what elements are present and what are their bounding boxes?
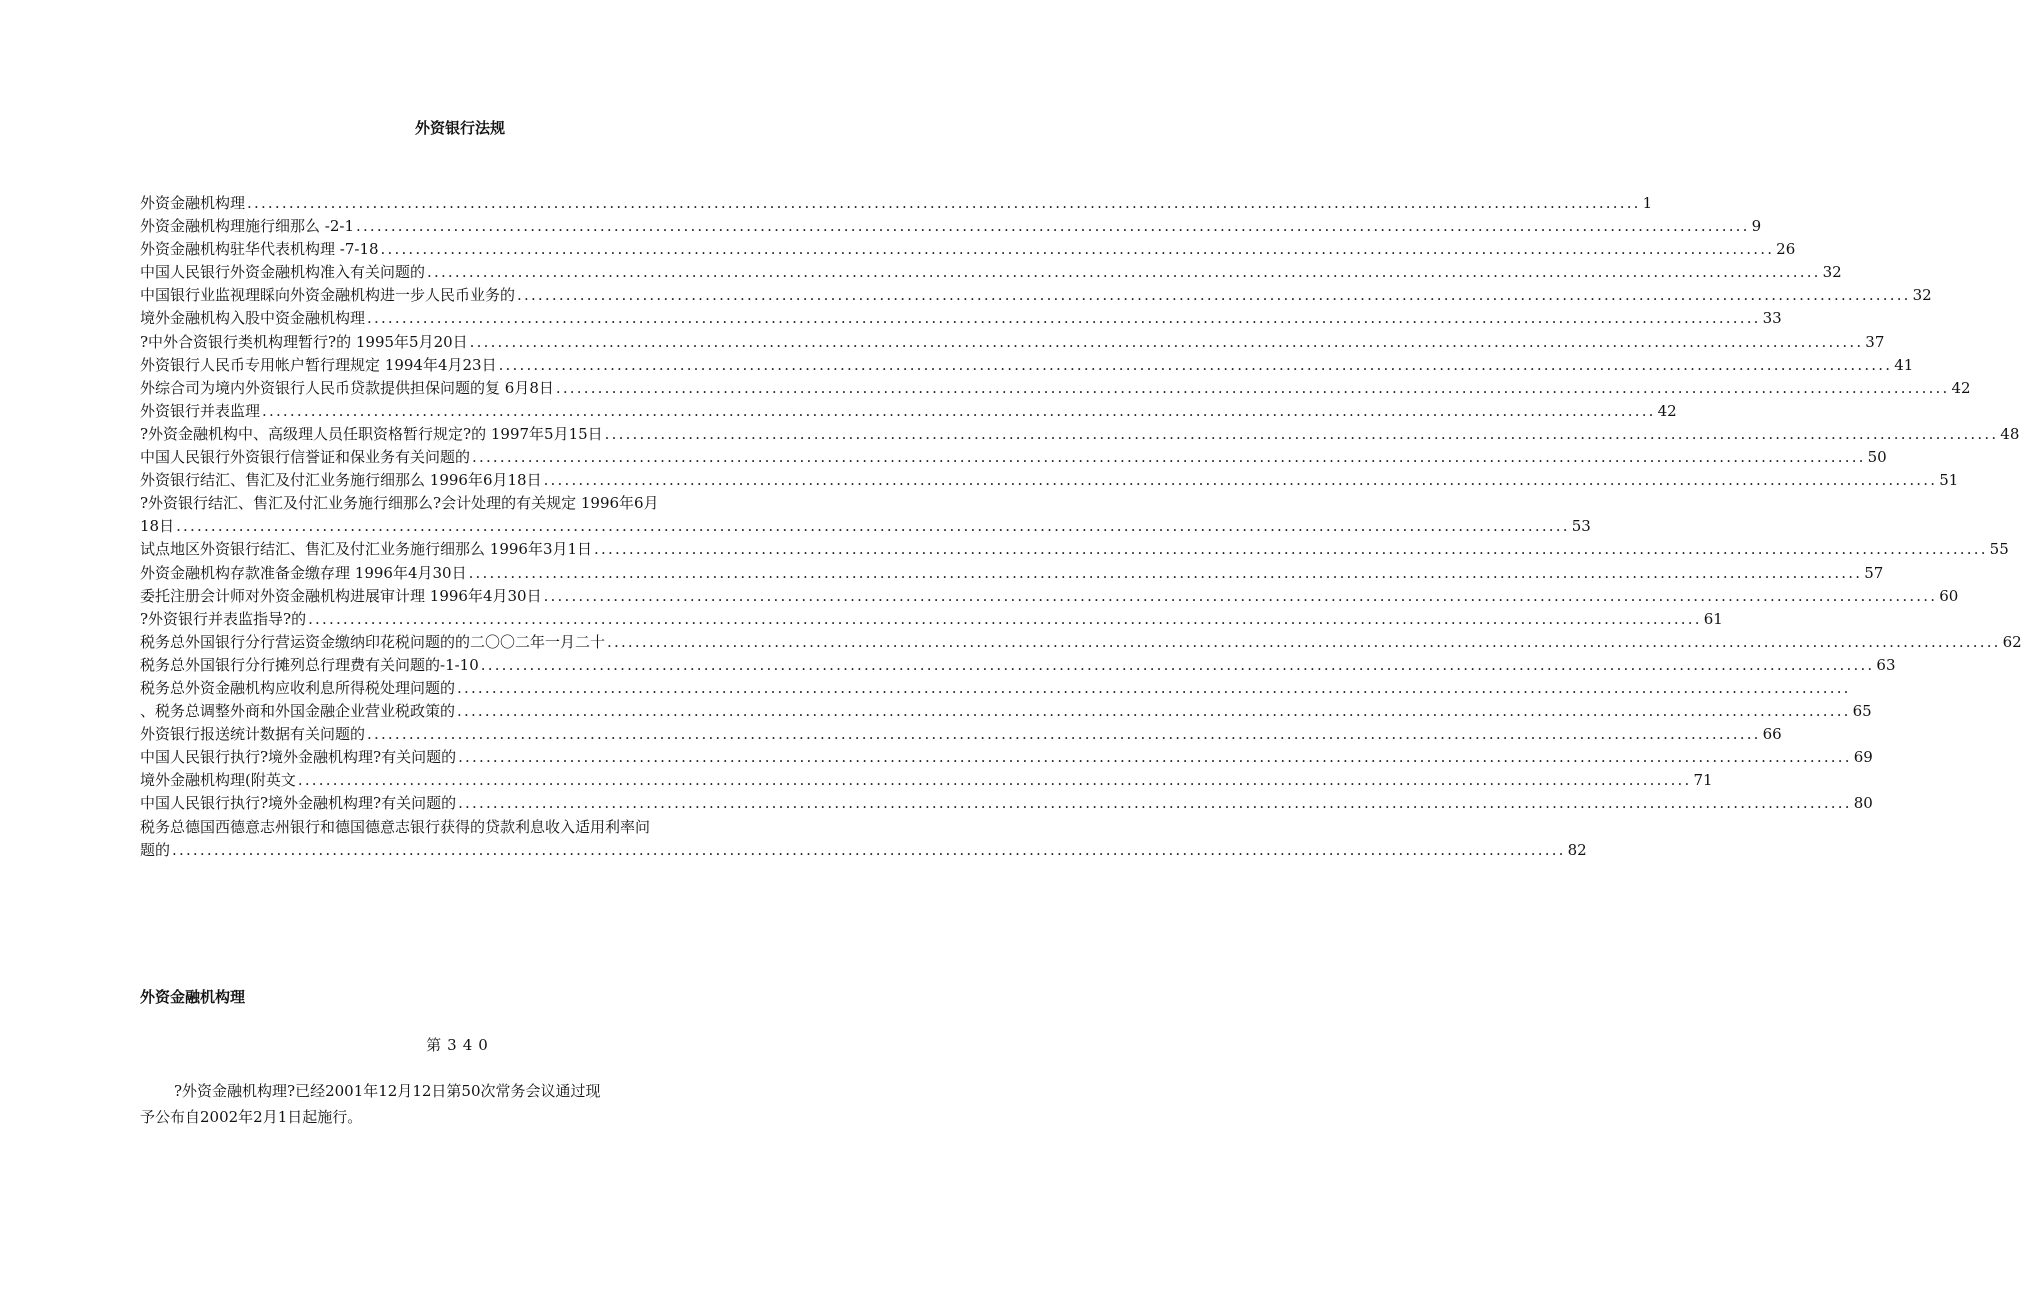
toc-entry-text: 税务总外国银行分行摊列总行理费有关问题的-1-10	[140, 655, 479, 674]
toc-page-number: 41	[1894, 355, 1914, 374]
toc-entry-text-continued: 18日	[140, 517, 175, 536]
toc-entry-text: 税务总外国银行分行营运资金缴纳印花税问题的的二〇〇二年一月二十	[140, 632, 606, 651]
toc-leader-dots: ........................................................................................................................................................................................................	[555, 378, 1950, 397]
toc-entry-text: ?外资银行结汇、售汇及付汇业务施行细那么?会计处理的有关规定 1996年6月	[140, 494, 659, 513]
toc-leader-dots: ........................................................................................................................................................................................................	[427, 263, 1821, 282]
toc-leader-dots: ........................................................................................................................................................................................................	[469, 332, 1864, 351]
toc-entry-text: 试点地区外资银行结汇、售汇及付汇业务施行细那么 1996年3月1日	[140, 540, 593, 559]
toc-entry[interactable]	[140, 354, 1914, 377]
toc-entry[interactable]	[140, 331, 1885, 354]
toc-leader-dots: ........................................................................................................................................................................................................	[380, 240, 1775, 259]
toc-leader-dots: ........................................................................................................................................................................................................	[247, 194, 1641, 212]
toc-leader-dots: ........................................................................................................................................................................................................	[480, 655, 1875, 674]
toc-leader-dots: ........................................................................................................................................................................................................	[457, 702, 1851, 721]
toc-entry-continued[interactable]	[140, 839, 1587, 862]
toc-leader-dots: ........................................................................................................................................................................................................	[594, 540, 1988, 559]
toc-entry-text: 外资银行并表监理	[140, 401, 261, 420]
toc-leader-dots: ........................................................................................................................................................................................................	[458, 794, 1852, 813]
toc-entry[interactable]	[140, 238, 1796, 261]
toc-entry-text-continued: 题的	[140, 840, 171, 859]
toc-entry-text: 外资银行人民币专用帐户暂行理规定 1994年4月23日	[140, 355, 497, 374]
toc-entry[interactable]	[140, 307, 1782, 330]
toc-leader-dots: ........................................................................................................................................................................................................	[297, 771, 1692, 790]
document-title: 外资银行法规	[414, 119, 505, 137]
toc-leader-dots: ........................................................................................................................................................................................................	[356, 217, 1750, 236]
toc-entry[interactable]	[140, 769, 1713, 792]
decree-number: 第340	[426, 1036, 494, 1054]
toc-page-number: 48	[2000, 424, 2020, 443]
toc-entry-text: 税务总德国西德意志州银行和德国德意志银行获得的贷款利息收入适用利率问	[140, 817, 651, 836]
toc-page-number: 33	[1762, 309, 1782, 328]
toc-page-number: 63	[1876, 655, 1896, 674]
toc-page-number: 69	[1853, 748, 1873, 767]
toc-entry-text: 中国人民银行执行?境外金融机构理?有关问题的	[140, 794, 457, 813]
section-title: 外资金融机构理	[140, 988, 246, 1006]
toc-entry[interactable]	[140, 816, 840, 839]
toc-leader-dots: ........................................................................................................................................................................................................	[517, 286, 1911, 305]
toc-entry-text: 外资银行报送统计数据有关问题的	[140, 725, 366, 744]
toc-entry[interactable]	[140, 215, 1762, 238]
toc-page-number: 51	[1939, 471, 1959, 490]
toc-entry[interactable]	[140, 792, 1873, 815]
toc-entry-text: 税务总外资金融机构应收利息所得税处理问题的	[140, 678, 456, 697]
toc-leader-dots: ........................................................................................................................................................................................................	[172, 840, 1566, 859]
toc-leader-dots: ........................................................................................................................................................................................................	[308, 609, 1702, 628]
toc-leader-dots: ........................................................................................................................................................................................................	[607, 632, 2001, 651]
toc-entry-text: 中国人民银行外资金融机构准入有关问题的	[140, 263, 426, 282]
toc-entry-text: 中国人民银行外资银行信誉证和保业务有关问题的	[140, 448, 471, 467]
toc-entry[interactable]	[140, 192, 1653, 215]
toc-entry[interactable]	[140, 469, 1959, 492]
toc-page-number: 65	[1852, 702, 1872, 721]
toc-page-number: 37	[1865, 332, 1885, 351]
toc-entry-text: 外综合司为境内外资银行人民币贷款提供担保问题的复 6月8日	[140, 378, 554, 397]
toc-leader-dots: ........................................................................................................................................................................................................	[367, 725, 1761, 744]
toc-leader-dots: ........................................................................................................................................................................................................	[498, 355, 1893, 374]
toc-page-number: 9	[1751, 217, 1762, 236]
toc-entry-text: 外资金融机构存款准备金缴存理 1996年4月30日	[140, 563, 467, 582]
toc-entry-text: ?外资金融机构中、高级理人员任职资格暂行规定?的 1997年5月15日	[140, 424, 603, 443]
body-line-1: ?外资金融机构理?已经2001年12月12日第50次常务会议通过现	[174, 1082, 601, 1100]
toc-entry-text: ?外资银行并表监指导?的	[140, 609, 307, 628]
toc-page-number: 57	[1864, 563, 1884, 582]
toc-page-number: 42	[1657, 401, 1677, 420]
toc-entry-text: 外资金融机构理	[140, 194, 246, 212]
toc-leader-dots: ........................................................................................................................................................................................................	[604, 424, 1999, 443]
toc-page-number: 55	[1989, 540, 2009, 559]
toc-entry-text: 外资金融机构驻华代表机构理 -7-18	[140, 240, 379, 259]
toc-leader-dots: ........................................................................................................................................................................................................	[458, 748, 1852, 767]
toc-entry-text: 、税务总调整外商和外国金融企业营业税政策的	[140, 702, 456, 721]
toc-entry-text: 中国人民银行执行?境外金融机构理?有关问题的	[140, 748, 457, 767]
toc-page-number: 80	[1853, 794, 1873, 813]
toc-entry[interactable]	[140, 261, 1842, 284]
toc-leader-dots: ........................................................................................................................................................................................................	[543, 471, 1938, 490]
toc-entry[interactable]	[140, 284, 1932, 307]
toc-leader-dots: ........................................................................................................................................................................................................	[176, 517, 1570, 536]
toc-leader-dots: ........................................................................................................................................................................................................	[543, 586, 1938, 605]
toc-entry-text: ?中外合资银行类机构理暂行?的 1995年5月20日	[140, 332, 468, 351]
toc-page-number: 26	[1776, 240, 1796, 259]
toc-entry[interactable]	[140, 631, 2022, 654]
toc-leader-dots: ........................................................................................................................................................................................................	[457, 678, 1851, 697]
toc-page-number: 66	[1762, 725, 1782, 744]
toc-page-number: 62	[2002, 632, 2022, 651]
toc-entry[interactable]	[140, 700, 1872, 723]
toc-entry[interactable]	[140, 423, 2020, 446]
toc-entry[interactable]	[140, 538, 2009, 561]
toc-entry[interactable]	[140, 492, 840, 515]
toc-entry[interactable]	[140, 608, 1723, 631]
toc-page-number: 50	[1867, 448, 1887, 467]
toc-entry[interactable]	[140, 446, 1887, 469]
toc-entry[interactable]	[140, 723, 1782, 746]
body-line-2: 予公布自2002年2月1日起施行。	[140, 1108, 363, 1126]
toc-entry[interactable]	[140, 377, 1971, 400]
toc-entry-text: 境外金融机构入股中资金融机构理	[140, 309, 366, 328]
toc-entry[interactable]	[140, 562, 1884, 585]
toc-page-number: 71	[1693, 771, 1713, 790]
toc-entry-continued[interactable]	[140, 515, 1591, 538]
toc-page-number: 32	[1822, 263, 1842, 282]
toc-entry[interactable]	[140, 746, 1873, 769]
toc-leader-dots: ........................................................................................................................................................................................................	[367, 309, 1761, 328]
toc-page-number: 53	[1571, 517, 1591, 536]
toc-entry[interactable]	[140, 677, 1851, 700]
toc-entry-text: 境外金融机构理(附英文	[140, 771, 296, 790]
toc-leader-dots: ........................................................................................................................................................................................................	[468, 563, 1863, 582]
body-paragraph	[140, 1078, 800, 1130]
toc-entry[interactable]	[140, 400, 1677, 423]
toc-page-number: 61	[1703, 609, 1723, 628]
toc-entry[interactable]	[140, 585, 1959, 608]
table-of-contents	[140, 192, 2022, 862]
toc-entry[interactable]	[140, 654, 1896, 677]
toc-page-number: 82	[1567, 840, 1587, 859]
toc-entry-text: 中国银行业监视理睬向外资金融机构进一步人民币业务的	[140, 286, 516, 305]
toc-entry-text: 外资金融机构理施行细那么 -2-1	[140, 217, 354, 236]
toc-page-number: 42	[1951, 378, 1971, 397]
toc-entry-text: 委托注册会计师对外资金融机构进展审计理 1996年4月30日	[140, 586, 542, 605]
toc-page-number: 1	[1642, 194, 1653, 212]
toc-page-number: 32	[1912, 286, 1932, 305]
toc-leader-dots: ........................................................................................................................................................................................................	[472, 448, 1866, 467]
toc-entry-text: 外资银行结汇、售汇及付汇业务施行细那么 1996年6月18日	[140, 471, 542, 490]
toc-page-number: 60	[1939, 586, 1959, 605]
toc-leader-dots: ........................................................................................................................................................................................................	[262, 401, 1656, 420]
